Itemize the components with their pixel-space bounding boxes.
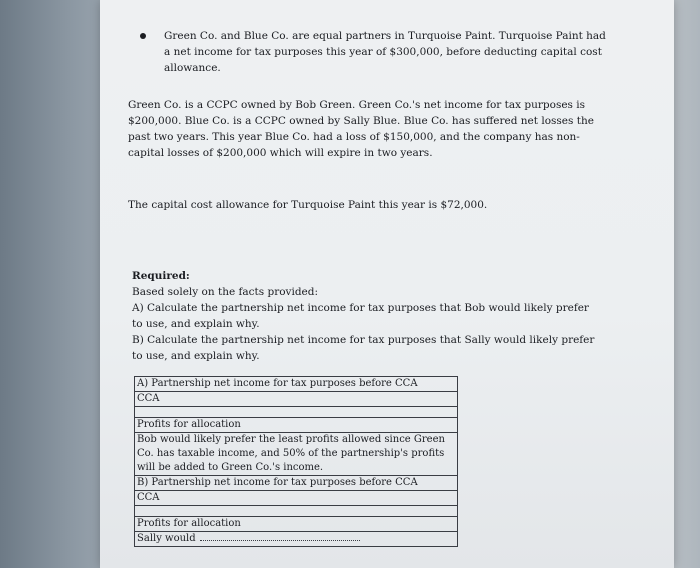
table-row <box>135 407 458 418</box>
table-cell[interactable]: CCA <box>135 392 458 407</box>
facts-paragraph: Green Co. is a CCPC owned by Bob Green. Green Co.'s net income for tax purposes is $200,000. Blue Co. is a CCPC owned by Sally Blue. Blue Co. has suffered net losses the past two years. This year Blue Co. had a loss of $150,000, and the company has non-capital losses of $200,000 which will expire in two years. <box>128 99 594 159</box>
table-cell[interactable]: B) Partnership net income for tax purposes before CCA <box>135 476 458 491</box>
background-left <box>0 0 110 568</box>
table-cell-last[interactable] <box>135 532 458 547</box>
table-row <box>135 532 458 547</box>
required-section <box>132 268 602 364</box>
required-part-b: B) Calculate the partnership net income for tax purposes that Sally would likely prefer to use, and explain why. <box>132 334 595 362</box>
table-row <box>135 377 458 392</box>
table-row <box>135 476 458 491</box>
table-cell[interactable]: Bob would likely prefer the least profits allowed since Green Co. has taxable income, and 50% of the partnership's profits will be added to Green Co.'s income. <box>135 433 458 476</box>
cca-paragraph: The capital cost allowance for Turquoise Paint this year is $72,000. <box>128 199 488 211</box>
intro-bullet-text: Green Co. and Blue Co. are equal partners in Turquoise Paint. Turquoise Paint had a net income for tax purposes this year of $300,000, before deducting capital cost allowance. <box>164 30 606 74</box>
table-row <box>135 517 458 532</box>
bullet-icon <box>140 33 146 39</box>
answer-dotted-line <box>200 532 360 541</box>
table-row <box>135 433 458 476</box>
required-part-a: A) Calculate the partnership net income for tax purposes that Bob would likely prefer to use, and explain why. <box>132 302 589 330</box>
table-cell-blank[interactable] <box>135 506 458 517</box>
table-cell[interactable]: A) Partnership net income for tax purposes before CCA <box>135 377 458 392</box>
table-row <box>135 392 458 407</box>
table-row <box>135 418 458 433</box>
table-cell-blank[interactable] <box>135 407 458 418</box>
sally-would-text: Sally would <box>137 533 196 544</box>
required-intro: Based solely on the facts provided: <box>132 286 319 298</box>
table-row <box>135 491 458 506</box>
required-heading: Required: <box>132 270 190 282</box>
document-page <box>100 0 674 568</box>
table-cell[interactable]: CCA <box>135 491 458 506</box>
table-cell[interactable]: Profits for allocation <box>135 517 458 532</box>
table-row <box>135 506 458 517</box>
table-cell[interactable]: Profits for allocation <box>135 418 458 433</box>
answer-table <box>134 376 458 547</box>
